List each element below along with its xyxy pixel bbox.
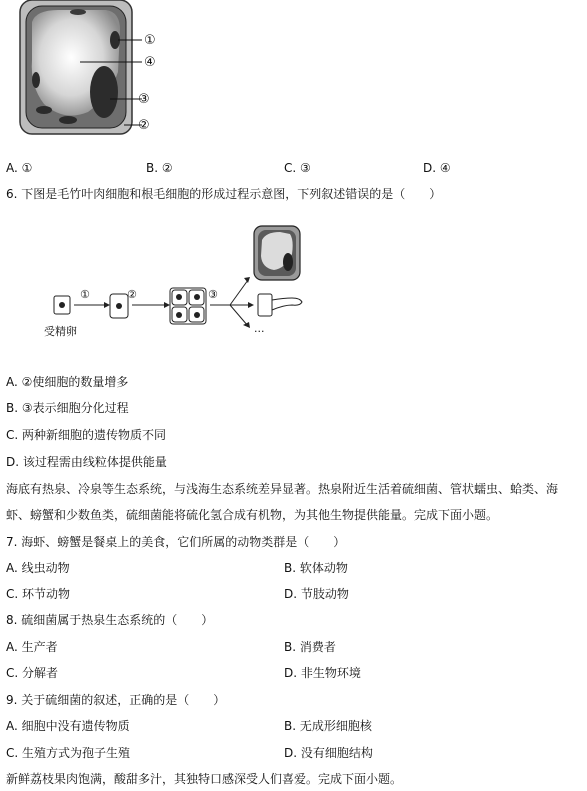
q5-options: [0, 162, 587, 178]
option-b[interactable]: B. 软体动物: [284, 561, 348, 575]
question-7-stem: 7. 海虾、螃蟹是餐桌上的美食，它们所属的动物类群是（ ）: [6, 535, 346, 549]
question-9-stem: 9. 关于硫细菌的叙述，正确的是（ ）: [6, 693, 226, 707]
option-b[interactable]: B. 无成形细胞核: [284, 719, 372, 733]
option-c[interactable]: C. 生殖方式为孢子生殖: [6, 746, 131, 760]
zygote-label: 受精卵: [44, 325, 77, 338]
chloroplast: [32, 72, 40, 88]
question-6-stem: 6. 下图是毛竹叶肉细胞和根毛细胞的形成过程示意图，下列叙述错误的是（ ）: [6, 187, 442, 201]
figure-label: ①: [144, 33, 156, 48]
option-a[interactable]: A. ②使细胞的数量增多: [6, 375, 129, 389]
passage-line: 海底有热泉、冷泉等生态系统，与浅海生态系统差异显著。热泉附近生活着硫细菌、管状蠕虫、蛤类、海: [6, 482, 559, 496]
option-a[interactable]: A. 细胞中没有遗传物质: [6, 719, 130, 733]
option-d[interactable]: D. 非生物环境: [284, 666, 361, 680]
option-d[interactable]: D. 没有细胞结构: [284, 746, 373, 760]
option-a[interactable]: A. 生产者: [6, 640, 58, 654]
chloroplast: [70, 9, 86, 15]
option-d[interactable]: D. 节肢动物: [284, 587, 349, 601]
figure-label: ④: [144, 55, 156, 70]
option-d[interactable]: D. ④: [423, 161, 451, 175]
passage-line: 新鲜荔枝果肉饱满，酸甜多汁，其独特口感深受人们喜爱。完成下面小题。: [6, 772, 403, 786]
chloroplast: [36, 106, 52, 114]
option-b[interactable]: B. ③表示细胞分化过程: [6, 401, 129, 415]
step-label: ①: [80, 288, 90, 301]
figure-label: ②: [138, 118, 150, 133]
passage-line: 虾、螃蟹和少数鱼类，硫细菌能将硫化氢合成有机物，为其他生物提供能量。完成下面小题。: [6, 508, 499, 522]
option-d[interactable]: D. 该过程需由线粒体提供能量: [6, 455, 167, 469]
option-c[interactable]: C. ③: [284, 161, 311, 175]
option-b[interactable]: B. 消费者: [284, 640, 336, 654]
option-c[interactable]: C. 两种新细胞的遗传物质不同: [6, 428, 167, 442]
chloroplast: [59, 116, 77, 124]
nucleus: [90, 66, 118, 118]
step-label: ③: [208, 288, 218, 301]
ellipsis: ···: [254, 325, 265, 338]
option-c[interactable]: C. 分解者: [6, 666, 59, 680]
option-b[interactable]: B. ②: [146, 161, 173, 175]
figure-label: ③: [138, 92, 150, 107]
option-a[interactable]: A. ①: [6, 161, 33, 175]
step-label: ②: [127, 288, 137, 301]
question-8-stem: 8. 硫细菌属于热泉生态系统的（ ）: [6, 613, 214, 627]
cell-formation-figure: [40, 224, 320, 342]
option-c[interactable]: C. 环节动物: [6, 587, 71, 601]
option-a[interactable]: A. 线虫动物: [6, 561, 70, 575]
